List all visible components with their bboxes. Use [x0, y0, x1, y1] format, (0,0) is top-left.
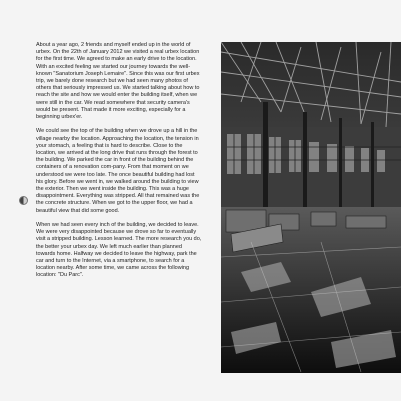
paragraph-3: When we had seen every inch of the building, we decided to leave. We were very disappointed because we drove so far to eventually visit a stripped building. Lesson learned. The more research you do, the better your urbex day. We left much earlier than planned towards home. Halfway we decided to leave the highway, park the car and turn to the Internet, via a smartphone, to search for a location nearby. After some time, we came across the following location: "Du Parc".: [36, 222, 202, 279]
paragraph-2: We could see the top of the building when we drove up a hill in the village nearby the location. Approaching the location, the tension in your stomach, a feeling that is hard to describe. Close to the location, we arrived at the long drive that runs through the forest to the building. We parked the car in front of the building behind the containers of a renovation com-pany. From that moment on we understood we were too late. The once beautiful building had lost his glory. Before we went in, we walked around the building to view the exterior. Then we went inside the building. This was a huge disappointment. Everything was stripped. All that remained was the the concrete structure. When we got to the upper floor, we had a beautiful view that did some good.: [36, 128, 200, 214]
gutter-marker-icon: [19, 196, 28, 205]
abandoned-factory-photo: [221, 42, 401, 373]
paragraph-1: About a year ago, 2 friends and myself ended up in the world of urbex. On the 22th of January 2012 we visited a real urbex location for the first time. We agreed to make an early drive to the location. With an excited feeling we started our journey towards the well-known "Sanatorium Joseph Lemaire". Since this was our first urbex trip, we barely done research but we had seen many photos of others that seriously impressed us. We started talking about how to reach the site and how we would enter the building itself, when we were still in the car. We read somewhere that security camera's would be present. That made it more exciting, especially for a beginning urbex'er.: [36, 42, 200, 121]
article-text: [36, 42, 202, 287]
